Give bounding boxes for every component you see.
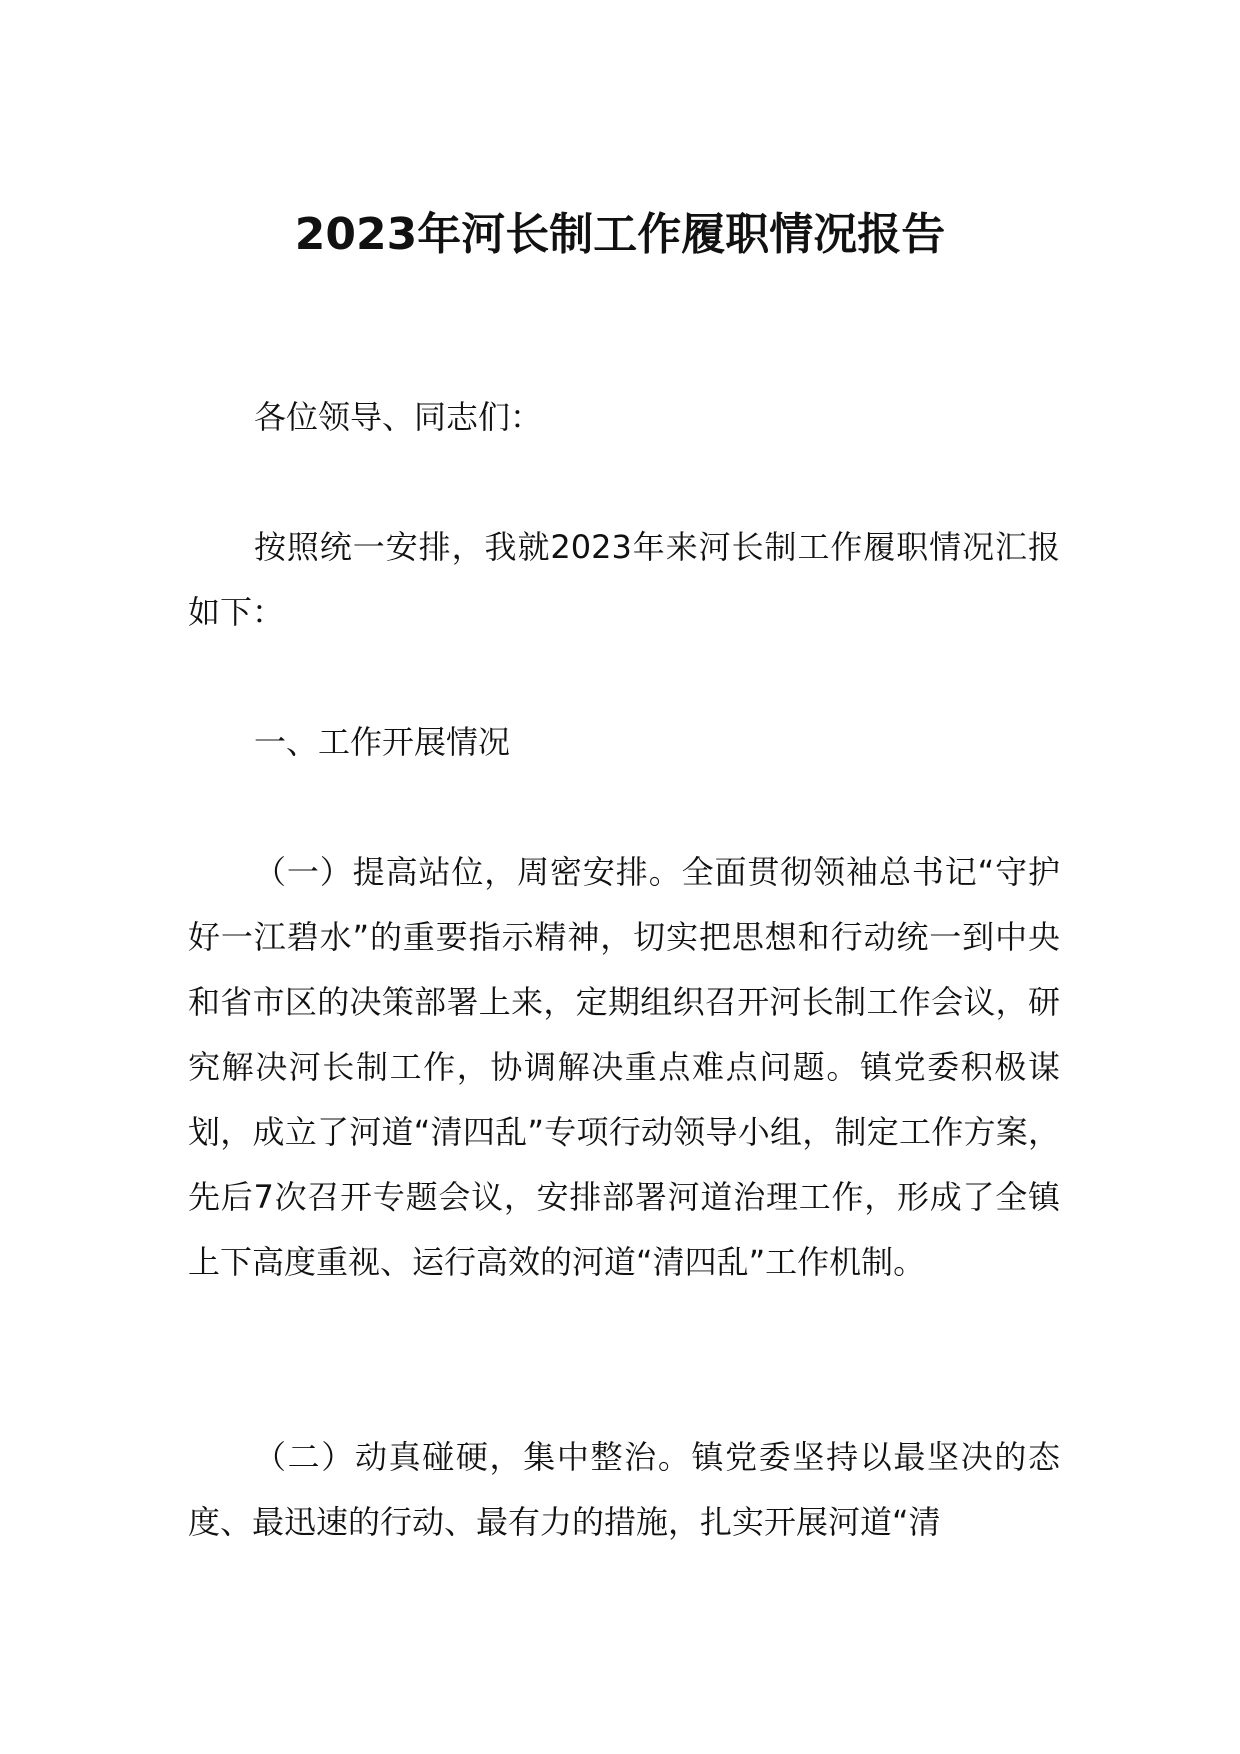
body-paragraph: （一）提高站位，周密安排。全面贯彻领袖总书记“守护好一江碧水”的重要指示精神，切实把思想和行动统一到中央和省市区的决策部署上来，定期组织召开河长制工作会议，研究解决河长制工作，协调解决重点难点问题。镇党委积极谋划，成立了河道“清四乱”专项行动领导小组，制定工作方案，先后7次召开专题会议，安排部署河道治理工作，形成了全镇上下高度重视、运行高效的河道“清四乱”工作机制。	[188, 853, 1060, 1281]
intro-paragraph: 按照统一安排，我就2023年来河长制工作履职情况汇报如下：	[188, 528, 1060, 631]
salutation: 各位领导、同志们：	[254, 398, 543, 436]
section-heading: 一、工作开展情况	[254, 723, 511, 761]
body-paragraph: （二）动真碰硬，集中整治。镇党委坚持以最坚决的态度、最迅速的行动、最有力的措施，扎实开展河道“清	[188, 1438, 1060, 1541]
document-title: 2023年河长制工作履职情况报告	[294, 209, 946, 260]
